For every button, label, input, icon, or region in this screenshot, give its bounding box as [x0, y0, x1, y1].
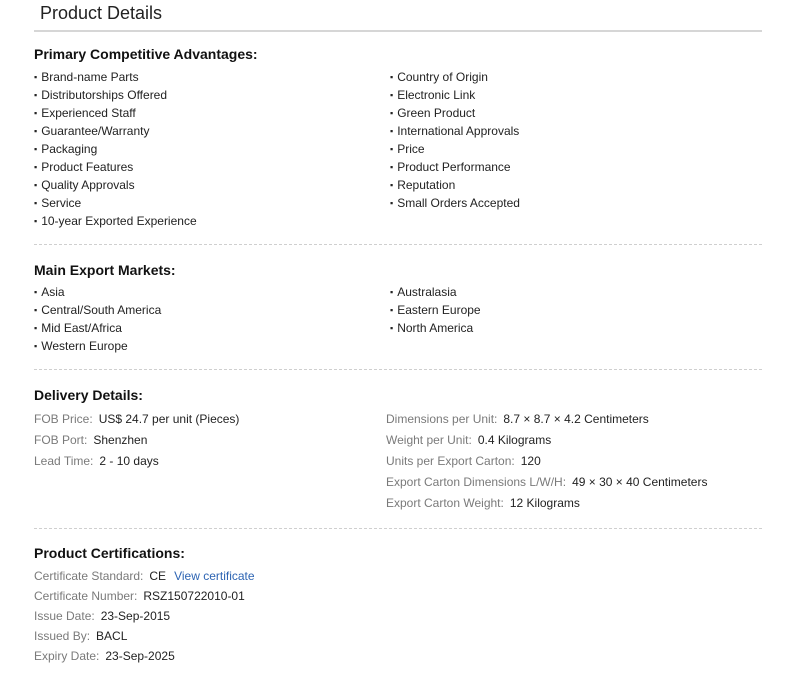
- list-item: ▪ Country of Origin: [390, 68, 488, 87]
- list-item: ▪ North America: [390, 319, 473, 338]
- carton-weight-label: Export Carton Weight:: [386, 496, 504, 510]
- list-item: ▪ Mid East/Africa: [34, 319, 122, 338]
- list-item: ▪ 10-year Exported Experience: [34, 212, 197, 231]
- fob-port-label: FOB Port:: [34, 433, 88, 447]
- advantages-heading: Primary Competitive Advantages:: [34, 46, 258, 62]
- list-item: ▪ Eastern Europe: [390, 301, 481, 320]
- weight-per-unit-value: 0.4 Kilograms: [477, 433, 552, 447]
- section-divider: [34, 244, 762, 245]
- list-item: ▪ Western Europe: [34, 337, 128, 356]
- list-item: ▪ Small Orders Accepted: [390, 194, 520, 213]
- list-item: ▪ Green Product: [390, 104, 475, 123]
- certifications-heading: Product Certifications:: [34, 545, 185, 561]
- page-header: [34, 0, 762, 32]
- list-item: ▪ Brand-name Parts: [34, 68, 139, 87]
- issued-by-label: Issued By:: [34, 629, 91, 643]
- section-divider: [34, 369, 762, 370]
- issued-by: [34, 627, 127, 645]
- issued-by-value: BACL: [96, 629, 128, 643]
- list-item: ▪ Product Features: [34, 158, 133, 177]
- weight-per-unit: [386, 431, 551, 449]
- units-per-carton: [386, 452, 541, 470]
- list-item: ▪ Asia: [34, 283, 65, 302]
- certificate-number-value: RSZ150722010-01: [143, 589, 245, 603]
- issue-date: [34, 607, 170, 625]
- lead-time-value: 2 - 10 days: [99, 454, 159, 468]
- carton-dimensions-value: 49 × 30 × 40 Centimeters: [572, 475, 708, 489]
- page-title: Product Details: [40, 3, 163, 23]
- certificate-number: [34, 587, 245, 605]
- list-item: ▪ Distributorships Offered: [34, 86, 167, 105]
- list-item: ▪ Reputation: [390, 176, 455, 195]
- fob-price: [34, 410, 239, 428]
- weight-per-unit-label: Weight per Unit:: [386, 433, 472, 447]
- issue-date-label: Issue Date:: [34, 609, 95, 623]
- carton-dimensions-label: Export Carton Dimensions L/W/H:: [386, 475, 567, 489]
- markets-heading: Main Export Markets:: [34, 262, 176, 278]
- dimensions-per-unit-value: 8.7 × 8.7 × 4.2 Centimeters: [503, 412, 649, 426]
- dimensions-per-unit-label: Dimensions per Unit:: [386, 412, 498, 426]
- certificate-number-label: Certificate Number:: [34, 589, 138, 603]
- carton-dimensions: [386, 473, 707, 491]
- list-item: ▪ Price: [390, 140, 425, 159]
- certificate-standard-value: CE: [149, 569, 167, 583]
- issue-date-value: 23-Sep-2015: [100, 609, 171, 623]
- expiry-date: [34, 647, 175, 665]
- delivery-heading: Delivery Details:: [34, 387, 143, 403]
- list-item: ▪ Experienced Staff: [34, 104, 136, 123]
- units-per-carton-label: Units per Export Carton:: [386, 454, 515, 468]
- lead-time-label: Lead Time:: [34, 454, 94, 468]
- certificate-standard-label: Certificate Standard:: [34, 569, 144, 583]
- list-item: ▪ Product Performance: [390, 158, 511, 177]
- view-certificate-link[interactable]: View certificate: [174, 569, 255, 583]
- fob-price-value: US$ 24.7 per unit (Pieces): [98, 412, 240, 426]
- list-item: ▪ Service: [34, 194, 81, 213]
- carton-weight-value: 12 Kilograms: [509, 496, 580, 510]
- list-item: ▪ Central/South America: [34, 301, 161, 320]
- dimensions-per-unit: [386, 410, 649, 428]
- list-item: ▪ Packaging: [34, 140, 97, 159]
- section-divider: [34, 528, 762, 529]
- list-item: ▪ Electronic Link: [390, 86, 475, 105]
- units-per-carton-value: 120: [520, 454, 541, 468]
- expiry-date-label: Expiry Date:: [34, 649, 100, 663]
- expiry-date-value: 23-Sep-2025: [105, 649, 175, 663]
- certificate-standard: [34, 567, 255, 585]
- list-item: ▪ Guarantee/Warranty: [34, 122, 149, 141]
- carton-weight: [386, 494, 580, 512]
- fob-port: [34, 431, 147, 449]
- lead-time: [34, 452, 159, 470]
- list-item: ▪ Quality Approvals: [34, 176, 135, 195]
- fob-port-value: Shenzhen: [93, 433, 148, 447]
- list-item: ▪ Australasia: [390, 283, 457, 302]
- list-item: ▪ International Approvals: [390, 122, 519, 141]
- fob-price-label: FOB Price:: [34, 412, 93, 426]
